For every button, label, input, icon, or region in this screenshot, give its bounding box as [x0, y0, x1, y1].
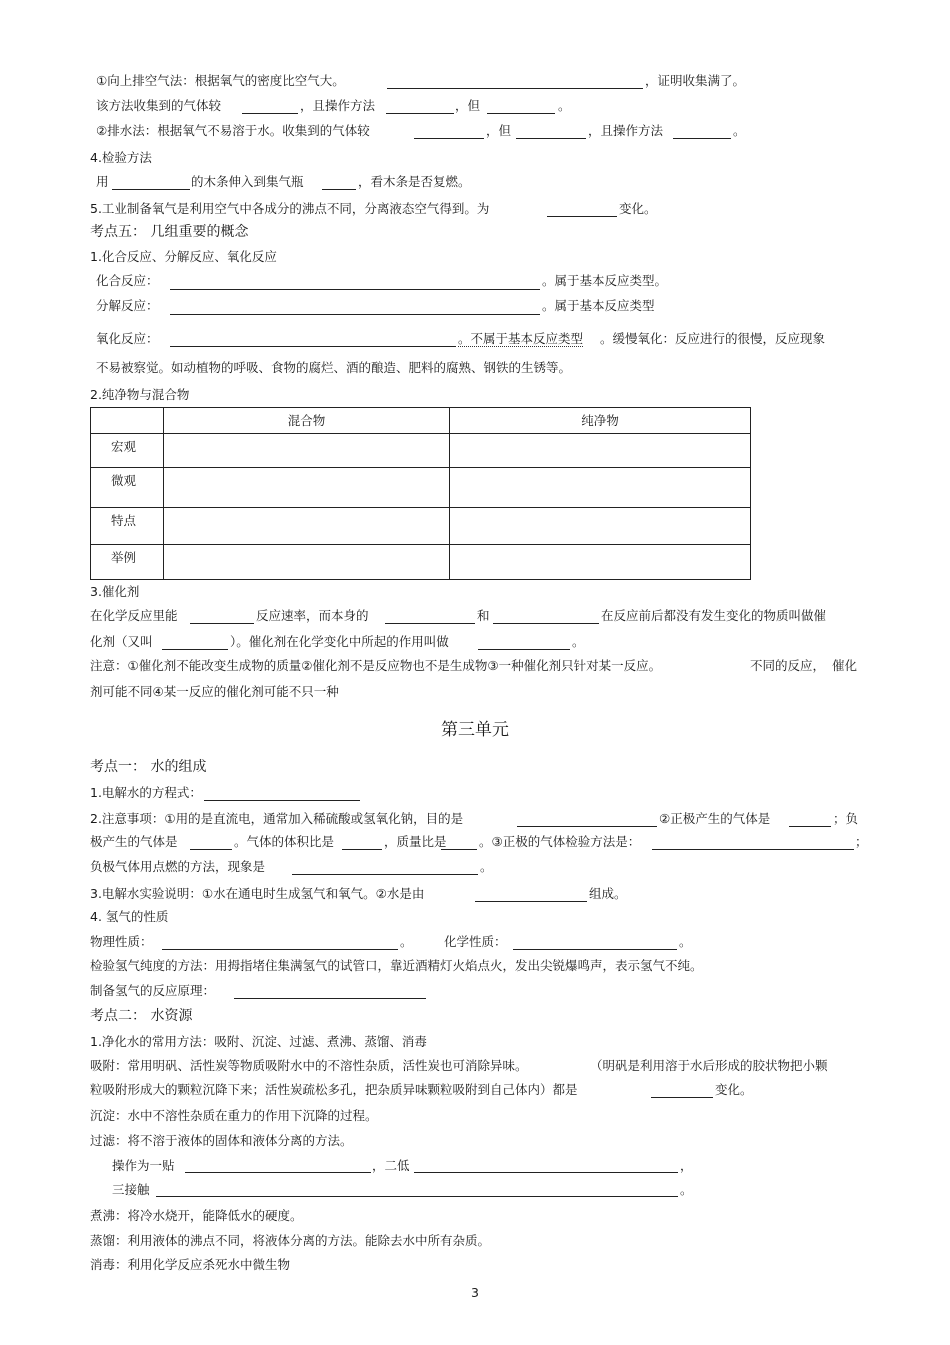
- blank: [789, 826, 831, 827]
- text-line: 1.化合反应、分解反应、氧化反应: [90, 249, 277, 264]
- text-line: ，且操作方法: [300, 98, 376, 113]
- table-header: 纯净物: [450, 408, 751, 434]
- text-line: 三接触: [112, 1182, 150, 1197]
- text-line: 消毒：利用化学反应杀死水中微生物: [90, 1257, 291, 1272]
- text-line: 的木条伸入到集气瓶: [191, 174, 304, 189]
- text-line: 组成。: [589, 886, 627, 901]
- blank: [292, 874, 478, 875]
- table-row-label: 宏观: [91, 434, 164, 468]
- text-line: 反应速率，而本身的: [256, 608, 369, 623]
- text-line: 。: [679, 934, 692, 949]
- blank: [170, 314, 540, 315]
- text-line: 不同的反应，: [750, 658, 826, 673]
- text-line: 。: [480, 859, 493, 874]
- text-line: （明矾是利用溶于水后形成的胶状物把小颗: [590, 1058, 828, 1073]
- blank: [441, 849, 477, 850]
- text-line: 氧化反应：: [96, 331, 159, 346]
- text-line: ②正极产生的气体是: [659, 811, 771, 826]
- unit-title: 第三单元: [441, 720, 509, 740]
- text-line: 。缓慢氧化：反应进行的很慢，反应现象: [600, 331, 826, 346]
- text-line: 。: [558, 98, 571, 113]
- blank: [342, 849, 382, 850]
- blank: [322, 189, 356, 190]
- text-line: 在反应前后都没有发生变化的物质叫做催: [601, 608, 827, 623]
- text-line: ）。催化剂在化学变化中所起的作用叫做: [230, 634, 449, 649]
- text-line: ；负: [833, 811, 859, 826]
- text-line: 。③正极的气体检验方法是：: [479, 834, 641, 849]
- text-line: 1.电解水的方程式：: [90, 785, 202, 800]
- text-line: 不易被察觉。如动植物的呼吸、食物的腐烂、酒的酿造、肥料的腐熟、钢铁的生锈等。: [96, 360, 572, 375]
- text-line: 变化。: [619, 201, 657, 216]
- text-line: 化学性质：: [444, 934, 507, 949]
- text-line: 。气体的体积比是: [234, 834, 335, 849]
- text-line: 检验氢气纯度的方法：用拇指堵住集满氢气的试管口，靠近酒精灯火焰点火，发出尖锐爆鸣声，表示氢气不纯。: [90, 958, 703, 973]
- blank: [513, 949, 677, 950]
- blank: [170, 346, 456, 347]
- text-line: 化剂（又叫: [90, 634, 153, 649]
- text-line: ，但: [486, 123, 512, 138]
- text-line: 5.工业制备氧气是利用空气中各成分的沸点不同，分离液态空气得到。为: [90, 201, 490, 216]
- blank: [673, 138, 731, 139]
- blank: [242, 113, 298, 114]
- text-line: ①向上排空气法：根据氧气的密度比空气大。: [96, 73, 345, 88]
- blank: [156, 1196, 678, 1197]
- table-corner-cell: [91, 408, 164, 434]
- blank: [475, 901, 587, 902]
- text-line: 和: [477, 608, 490, 623]
- table-cell: [450, 508, 751, 545]
- table-row-label: 举例: [91, 545, 164, 580]
- text-line: 分解反应：: [96, 298, 159, 313]
- page-number: 3: [471, 1285, 479, 1300]
- text-line: 。: [400, 934, 413, 949]
- text-line: 2.注意事项：①用的是直流电，通常加入稀硫酸或氢氧化钠，目的是: [90, 811, 464, 826]
- text-line: 蒸馏：利用液体的沸点不同，将液体分离的方法。能除去水中所有杂质。: [90, 1233, 491, 1248]
- blank: [478, 649, 570, 650]
- text-line: ，但: [455, 98, 481, 113]
- blank: [185, 1172, 371, 1173]
- text-line: 。: [680, 1182, 693, 1197]
- blank: [493, 623, 599, 624]
- blank: [516, 138, 586, 139]
- text-line: ，看木条是否复燃。: [358, 174, 471, 189]
- text-line: 化合反应：: [96, 273, 159, 288]
- blank: [386, 113, 454, 114]
- text-line: 。属于基本反应类型: [542, 298, 655, 313]
- section-heading: 考点五： 几组重要的概念: [90, 224, 249, 240]
- text-line: 负极气体用点燃的方法，现象是: [90, 859, 266, 874]
- text-line: 用: [96, 174, 109, 189]
- text-line: ，: [680, 1158, 693, 1173]
- section-heading: 考点二： 水资源: [90, 1008, 193, 1024]
- text-line: 注意：①催化剂不能改变生成物的质量②催化剂不是反应物也不是生成物③一种催化剂只针对某一反应。: [90, 658, 662, 673]
- table-cell: [450, 545, 751, 580]
- blank: [112, 189, 190, 190]
- table-row-label: 特点: [91, 508, 164, 545]
- text-line: 2.纯净物与混合物: [90, 387, 190, 402]
- text-line: 4. 氢气的性质: [90, 909, 169, 924]
- text-line: 4.检验方法: [90, 150, 152, 165]
- text-line: 物理性质：: [90, 934, 153, 949]
- blank: [170, 289, 540, 290]
- text-line: 3.电解水实验说明：①水在通电时生成氢气和氧气。②水是由: [90, 886, 425, 901]
- blank: [517, 826, 657, 827]
- blank: [204, 800, 360, 801]
- table-row-label: 微观: [91, 468, 164, 508]
- blank: [162, 649, 228, 650]
- text-line: ，质量比是: [384, 834, 447, 849]
- text-line: 变化。: [715, 1082, 753, 1097]
- text-line: 。属于基本反应类型。: [542, 273, 668, 288]
- text-line: 催化: [832, 658, 858, 673]
- blank: [234, 998, 426, 999]
- text-line: 在化学反应里能: [90, 608, 178, 623]
- text-line: ，且操作方法: [588, 123, 664, 138]
- blank: [162, 949, 398, 950]
- blank: [487, 113, 555, 114]
- table-cell: [164, 508, 450, 545]
- text-line: 沉淀：水中不溶性杂质在重力的作用下沉降的过程。: [90, 1108, 378, 1123]
- text-line: [458, 331, 583, 347]
- text-line: ；: [855, 834, 868, 849]
- table-cell: [164, 434, 450, 468]
- table-cell: [450, 434, 751, 468]
- blank: [190, 849, 232, 850]
- text-line: 3.催化剂: [90, 584, 140, 599]
- comparison-table: [90, 407, 751, 580]
- text-line: 1.净化水的常用方法：吸附、沉淀、过滤、煮沸、蒸馏、消毒: [90, 1034, 427, 1049]
- blank: [190, 623, 254, 624]
- text-line: 剂可能不同④某一反应的催化剂可能不只一种: [90, 684, 339, 699]
- blank: [652, 849, 854, 850]
- text-line: 。: [733, 123, 746, 138]
- text-line: 吸附：常用明矾、活性炭等物质吸附水中的不溶性杂质，活性炭也可消除异味。: [90, 1058, 528, 1073]
- section-heading: 考点一： 水的组成: [90, 759, 207, 775]
- emphasis-text: 。不属于基本反应类型: [458, 331, 584, 346]
- blank: [547, 216, 617, 217]
- text-line: 煮沸：将冷水烧开，能降低水的硬度。: [90, 1208, 303, 1223]
- text-line: ②排水法：根据氧气不易溶于水。收集到的气体较: [96, 123, 370, 138]
- blank: [385, 623, 475, 624]
- text-line: 。: [572, 634, 585, 649]
- table-cell: [164, 468, 450, 508]
- blank: [651, 1097, 713, 1098]
- text-line: 过滤：将不溶于液体的固体和液体分离的方法。: [90, 1133, 353, 1148]
- table-cell: [450, 468, 751, 508]
- text-line: ，证明收集满了。: [645, 73, 746, 88]
- blank: [414, 138, 484, 139]
- text-line: 制备氢气的反应原理：: [90, 983, 216, 998]
- text-line: 极产生的气体是: [90, 834, 178, 849]
- blank: [387, 88, 643, 89]
- text-line: 操作为一贴: [112, 1158, 175, 1173]
- table-cell: [164, 545, 450, 580]
- text-line: 粒吸附形成大的颗粒沉降下来；活性炭疏松多孔，把杂质异味颗粒吸附到自己体内）都是: [90, 1082, 578, 1097]
- blank: [414, 1172, 678, 1173]
- text-line: 该方法收集到的气体较: [96, 98, 222, 113]
- text-line: ，二低: [372, 1158, 410, 1173]
- table-header: 混合物: [164, 408, 450, 434]
